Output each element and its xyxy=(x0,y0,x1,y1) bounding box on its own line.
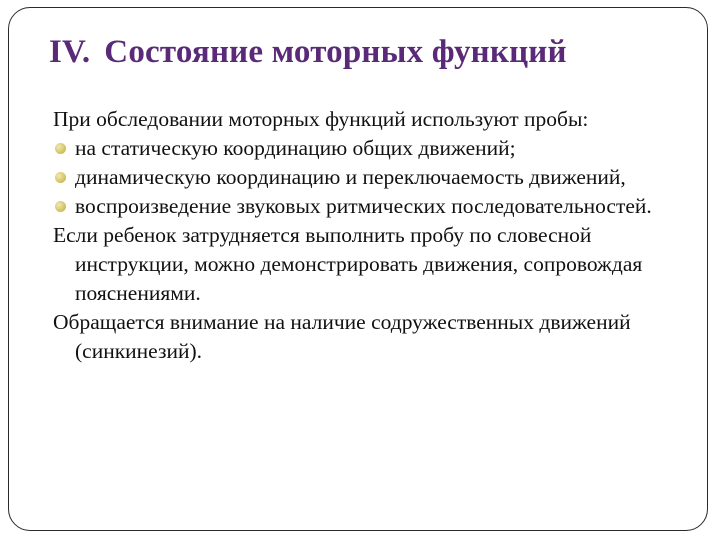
bullet-text: динамическую координацию и переключаемость движений, xyxy=(75,165,626,189)
bullet-text: на статическую координацию общих движений; xyxy=(75,136,516,160)
demo-paragraph: Если ребенок затрудняется выполнить пробу по словесной инструкции, можно демонстрировать движения, сопровождая пояснениями. xyxy=(53,223,643,305)
slide-title xyxy=(49,34,567,71)
round-bullet-icon xyxy=(55,143,66,154)
round-bullet-icon xyxy=(55,201,66,212)
slide-body xyxy=(53,105,693,366)
bullet-text: воспроизведение звуковых ритмических последовательностей. xyxy=(75,194,652,218)
slide-frame xyxy=(8,7,708,531)
sync-paragraph: Обращается внимание на наличие содружественных движений (синкинезий). xyxy=(53,310,631,363)
bullet-item xyxy=(53,134,693,163)
intro-paragraph: При обследовании моторных функций используют пробы: xyxy=(53,107,589,131)
round-bullet-icon xyxy=(55,172,66,183)
bullet-item xyxy=(53,163,693,192)
bullet-item xyxy=(53,192,693,221)
title-number: IV. xyxy=(49,34,91,70)
title-text: Состояние моторных функций xyxy=(104,34,567,70)
